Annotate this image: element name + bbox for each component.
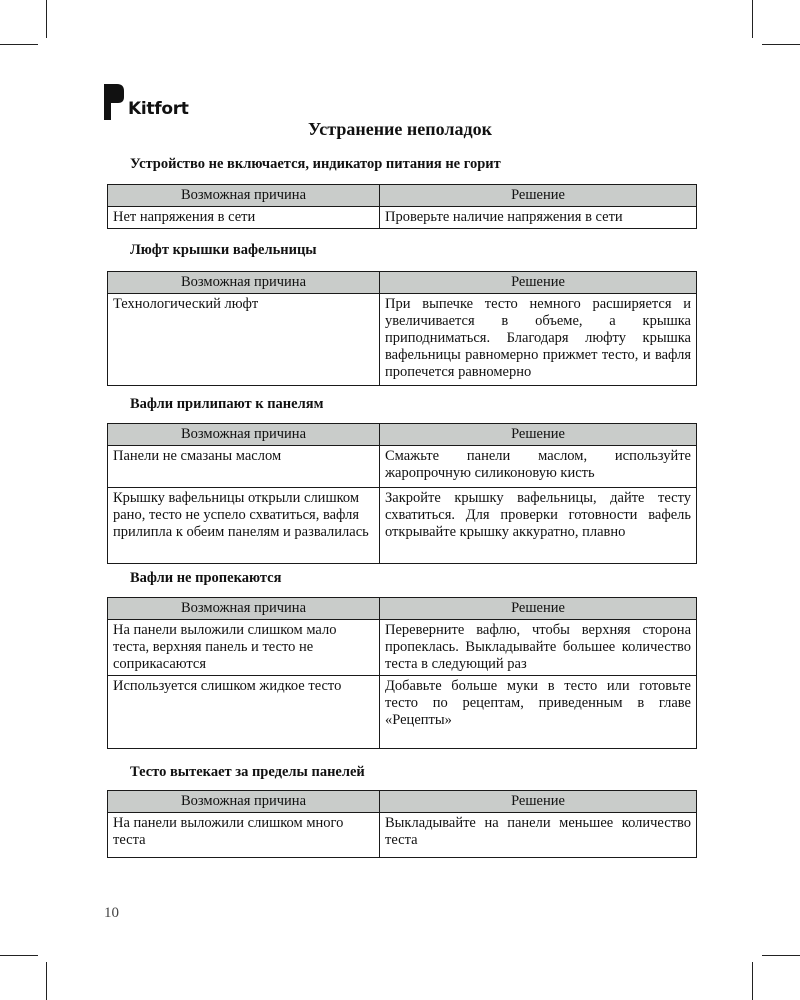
cause-column-header: Возможная причина (108, 185, 380, 207)
cause-column-header: Возможная причина (108, 598, 380, 620)
solution-column-header: Решение (380, 272, 697, 294)
crop-mark (752, 962, 753, 1000)
section-heading: Тесто вытекает за пределы панелей (130, 764, 365, 780)
cause-cell: Нет напряжения в сети (108, 207, 380, 229)
solution-column-header: Решение (380, 598, 697, 620)
cause-cell: На панели выложили слишком много теста (108, 813, 380, 858)
solution-column-header: Решение (380, 185, 697, 207)
troubleshooting-table (107, 271, 697, 386)
solution-cell: При выпечке тесто немного расширяется и увеличивается в объеме, а крышка приподниматься. Благодаря люфту крышка вафельницы равномерно прижмет тесто, и вафля пропечется равномерно (380, 294, 697, 386)
table-header-row (108, 598, 697, 620)
table-row (108, 294, 697, 386)
crop-mark (762, 955, 800, 956)
cause-cell: Используется слишком жидкое тесто (108, 676, 380, 749)
troubleshooting-table (107, 597, 697, 749)
table-header-row (108, 272, 697, 294)
kitfort-logo-icon (104, 84, 124, 120)
crop-mark (46, 962, 47, 1000)
cause-column-header: Возможная причина (108, 791, 380, 813)
solution-cell: Проверьте наличие напряжения в сети (380, 207, 697, 229)
solution-column-header: Решение (380, 424, 697, 446)
table-row (108, 207, 697, 229)
cause-column-header: Возможная причина (108, 424, 380, 446)
troubleshooting-table (107, 790, 697, 858)
page-title: Устранение неполадок (308, 119, 492, 139)
page-number: 10 (104, 905, 119, 921)
solution-column-header: Решение (380, 791, 697, 813)
solution-cell: Выкладывайте на панели меньшее количество теста (380, 813, 697, 858)
brand-name: Kitfort (128, 99, 189, 119)
troubleshooting-table (107, 423, 697, 564)
table-header-row (108, 424, 697, 446)
table-row (108, 488, 697, 564)
table-row (108, 813, 697, 858)
solution-cell: Смажьте панели маслом, используйте жаропрочную силиконовую кисть (380, 446, 697, 488)
troubleshooting-table (107, 184, 697, 229)
crop-mark (0, 44, 38, 45)
table-row (108, 676, 697, 749)
section-heading: Люфт крышки вафельницы (130, 242, 317, 258)
brand-logo (104, 80, 189, 120)
crop-mark (752, 0, 753, 38)
cause-cell: На панели выложили слишком мало теста, верхняя панель и тесто не соприкасаются (108, 620, 380, 676)
section-heading: Вафли не пропекаются (130, 570, 282, 586)
table-header-row (108, 185, 697, 207)
table-row (108, 446, 697, 488)
table-header-row (108, 791, 697, 813)
crop-mark (46, 0, 47, 38)
cause-cell: Панели не смазаны маслом (108, 446, 380, 488)
crop-mark (0, 955, 38, 956)
solution-cell: Добавьте больше муки в тесто или готовьте тесто по рецептам, приведенным в главе «Рецепты» (380, 676, 697, 749)
cause-column-header: Возможная причина (108, 272, 380, 294)
cause-cell: Технологический люфт (108, 294, 380, 386)
cause-cell: Крышку вафельницы открыли слишком рано, тесто не успело схватиться, вафля прилипла к обеим панелям и развалилась (108, 488, 380, 564)
table-row (108, 620, 697, 676)
section-heading: Вафли прилипают к панелям (130, 396, 324, 412)
crop-mark (762, 44, 800, 45)
section-heading: Устройство не включается, индикатор питания не горит (130, 156, 501, 172)
solution-cell: Переверните вафлю, чтобы верхняя сторона пропеклась. Выкладывайте большее количество теста в следующий раз (380, 620, 697, 676)
solution-cell: Закройте крышку вафельницы, дайте тесту схватиться. Для проверки готовности вафель открывайте крышку аккуратно, плавно (380, 488, 697, 564)
